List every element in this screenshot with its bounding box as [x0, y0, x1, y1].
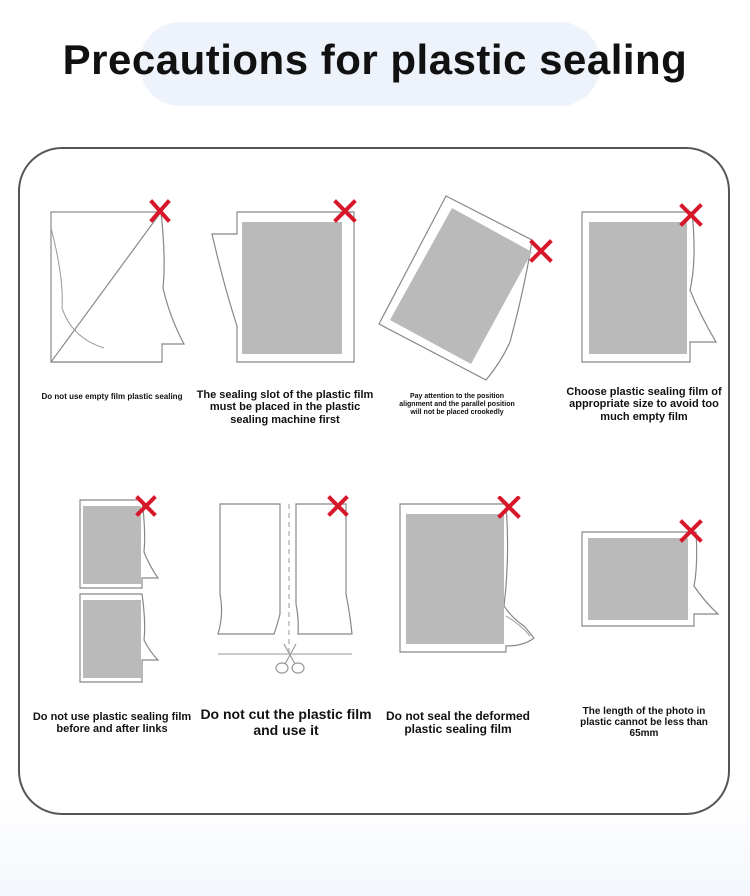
illustration-sealing-slot — [204, 196, 364, 368]
caption-deformed-film: Do not seal the deformed plastic sealing film — [385, 709, 531, 737]
scissors-icon — [276, 644, 304, 673]
illustration-linked-films — [72, 492, 172, 686]
caption-empty-film: Do not use empty film plastic sealing — [41, 392, 183, 401]
caption-linked-films: Do not use plastic sealing film before and after links — [32, 711, 192, 736]
illustration-empty-film — [44, 198, 194, 370]
caption-film-size: Choose plastic sealing film of appropriate size to avoid too much empty film — [566, 386, 722, 423]
caption-crooked: Pay attention to the position alignment and the parallel position will not be placed crookedly — [399, 393, 515, 416]
illustration-photo-length — [572, 516, 722, 630]
cross-icon — [532, 242, 550, 260]
illustration-deformed-film — [394, 496, 544, 656]
illustration-crooked — [376, 192, 562, 382]
caption-photo-length: The length of the photo in plastic cannot be less than 65mm — [580, 706, 708, 740]
caption-sealing-slot: The sealing slot of the plastic film must be placed in the plastic sealing machine first — [196, 389, 374, 426]
illustration-film-size — [572, 200, 722, 366]
illustration-cut-film — [204, 494, 364, 686]
caption-cut-film: Do not cut the plastic film and use it — [200, 706, 372, 738]
page-title: Precautions for plastic sealing — [62, 36, 688, 83]
